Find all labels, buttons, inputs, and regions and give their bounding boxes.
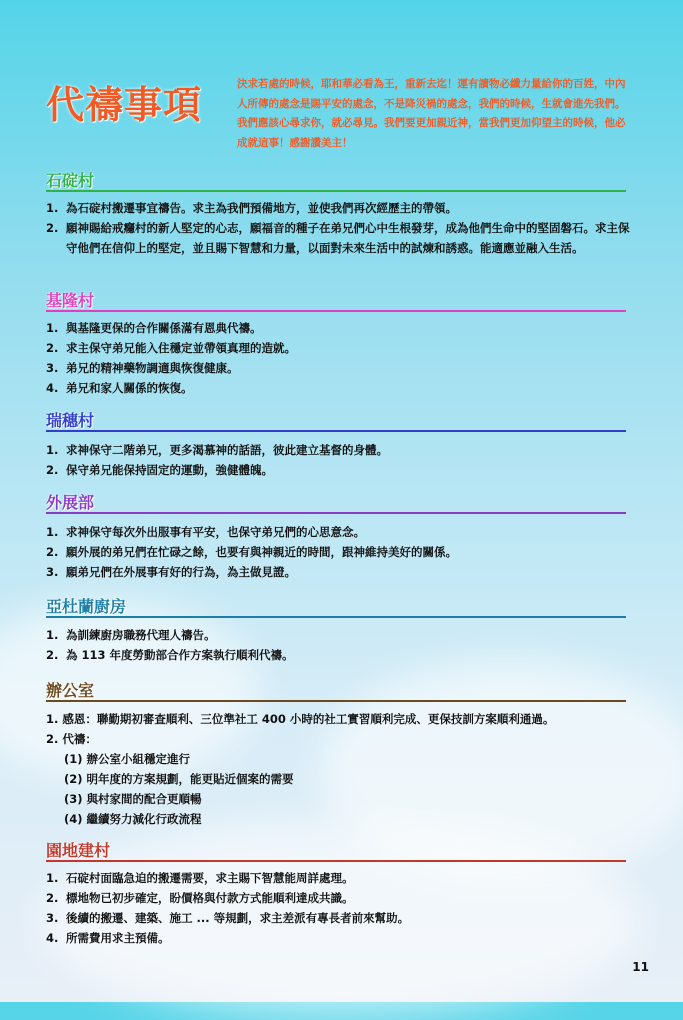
- section-rule: [46, 512, 626, 514]
- list-item: 1. 為石碇村搬遷事宜禱告。求主為我們預備地方，並使我們再次經歷主的帶領。: [46, 201, 457, 215]
- list-item: 4. 所需費用求主預備。: [46, 931, 170, 945]
- list-item: 2. 願外展的弟兄們在忙碌之餘，也要有與神親近的時間，跟神維持美好的關係。: [46, 545, 457, 559]
- section-rule: [46, 310, 626, 312]
- section-rule: [46, 616, 626, 618]
- section-rule: [46, 430, 626, 432]
- page-number: 11: [632, 960, 649, 974]
- section-title: 園地建村: [46, 841, 111, 860]
- sub-item: (1) 辦公室小組穩定進行: [64, 752, 191, 766]
- section-list-shiding: [46, 198, 636, 258]
- sub-item: (3) 與村家間的配合更順暢: [64, 792, 202, 806]
- list-item: 2. 標地物已初步確定，盼價格與付款方式能順利達成共識。: [46, 891, 354, 905]
- section-header-land: [46, 838, 626, 862]
- section-header-ruisui: [46, 408, 626, 432]
- office-sub-list: [46, 749, 664, 829]
- section-header-office: [46, 678, 626, 702]
- section-list-ruisui: [46, 440, 636, 480]
- section-title: 瑞穗村: [46, 411, 95, 430]
- list-item: 1. 求神保守每次外出服事有平安，也保守弟兄們的心思意念。: [46, 525, 365, 539]
- section-title: 辦公室: [46, 681, 95, 700]
- list-item: 1. 石碇村面臨急迫的搬遷需要，求主賜下智慧能周詳處理。: [46, 871, 354, 885]
- section-title: 石碇村: [46, 171, 95, 190]
- section-rule: [46, 190, 626, 192]
- section-title: 基隆村: [46, 291, 95, 310]
- section-list-keelung: [46, 318, 636, 398]
- section-header-kitchen: [46, 594, 626, 618]
- list-item: 3. 願弟兄們在外展事有好的行為，為主做見證。: [46, 565, 296, 579]
- list-item: 3. 弟兄的精神藥物調適與恢復健康。: [46, 361, 239, 375]
- section-header-keelung: [46, 288, 626, 312]
- sub-item: (4) 繼續努力減化行政流程: [64, 812, 202, 826]
- list-item: 1. 求神保守二階弟兄，更多渴慕神的話語，彼此建立基督的身體。: [46, 443, 388, 457]
- list-item: 4. 弟兄和家人關係的恢復。: [46, 381, 193, 395]
- section-list-kitchen: [46, 625, 636, 665]
- list-item: 1. 與基隆更保的合作關係滿有恩典代禱。: [46, 321, 262, 335]
- section-rule: [46, 700, 626, 702]
- section-rule: [46, 860, 626, 862]
- intro-text: 決求若處的時候，耶和華必看為王，重新去迄！運有讀物必纖力量給你的百姓，中內人所傳的處念是賜平安的處念，不是降災禍的處念，我們的時候，生就會進先我們。我們應該心尋求你，就必尋見。我們要更加親近神，當我們更加仰望主的時候，他必成就這事！感謝讚美主！: [237, 78, 626, 149]
- section-list-outreach: [46, 522, 636, 582]
- list-item: 2. 願神賜給戒癮村的新人堅定的心志，願福音的種子在弟兄們心中生根發芽，成為他們生命中的堅固磐石。求主保守他們在信仰上的堅定，並且賜下智慧和力量，以面對未來生活中的試煉和誘惑。能適應並融入生活。: [46, 221, 630, 255]
- list-item: 1. 為訓練廚房職務代理人禱告。: [46, 628, 216, 642]
- list-item: 2. 保守弟兄能保持固定的運動，強健體魄。: [46, 463, 273, 477]
- list-item: 2. 求主保守弟兄能入住穩定並帶領真理的造就。: [46, 341, 296, 355]
- section-title: 亞杜蘭廚房: [46, 597, 127, 616]
- office-praise: 1. 感恩：聯勤期初審查順利、三位準社工 400 小時的社工實習順利完成、更保技訓方案順利通過。: [46, 712, 555, 726]
- office-prayer-label: 2. 代禱：: [46, 732, 97, 746]
- sub-item: (2) 明年度的方案規劃，能更貼近個案的需要: [64, 772, 294, 786]
- section-header-shiding: [46, 168, 626, 192]
- section-title: 外展部: [46, 493, 95, 512]
- list-item: 2. 為 113 年度勞動部合作方案執行順利代禱。: [46, 648, 294, 662]
- section-header-outreach: [46, 490, 626, 514]
- list-item: 3. 後續的搬遷、建築、施工 ... 等規劃，求主差派有專長者前來幫助。: [46, 911, 410, 925]
- page-title: 代禱事項: [46, 83, 203, 127]
- section-list-land: [46, 868, 636, 948]
